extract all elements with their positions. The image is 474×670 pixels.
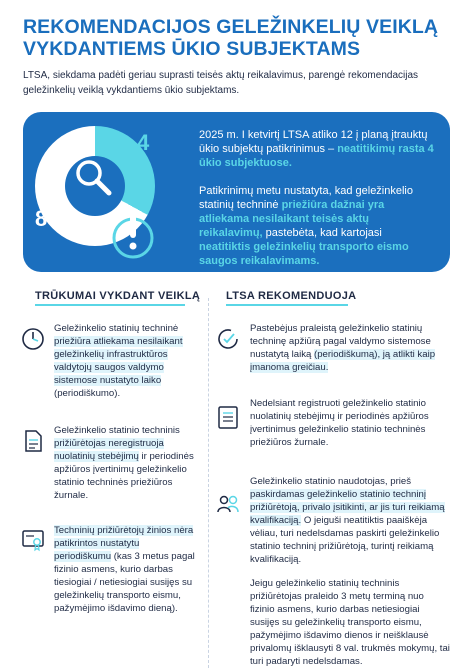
left-item-1-text-a: Geležinkelio statinių techninė <box>54 323 179 334</box>
stats-p2-text-b: pastebėta, kad kartojasi <box>262 227 382 239</box>
right-item-3-text-b: O jeiguši neatitiktis paaiškėja vėliau, turi nedelsdamas paskirti geležinkelio statinio techninį prižiūrėtoją, turintį reikiamą kvalifikaciją. <box>250 515 440 565</box>
stats-p1-text: 2025 m. I ketvirtį LTSA atliko 12 į planą įtrauktų ūkio subjektų patikrinimus – <box>199 129 428 155</box>
right-item-4-text: Jeigu geležinkelio statinių techninis prižiūrėtojas praleido 3 metų terminą nuo fizinio asmens, kurio darbas netiesiogiai susijęs su geležinkelių transporto eismu, pažymėjimo išdavimo dienos ir neišklausė privalomų išklausyti 8 val. trukmės mokymų, tai turi padaryti nedelsdamas. <box>250 578 450 667</box>
right-item-3 <box>250 475 450 566</box>
left-item-1 <box>54 322 196 400</box>
certificate-icon <box>20 527 46 553</box>
warning-exclamation-icon <box>111 208 155 260</box>
right-item-3-text-a: Geležinkelio statinio naudotojas, prieš <box>250 476 412 487</box>
right-item-3-highlight: paskirdamas geležinkelio statinio techninį prižiūrėtoją, privalo įsitikinti, ar jis turi reikiamą kvalifikaciją. <box>250 489 445 526</box>
stats-p2-highlight-2: neatitiktis geležinkelių transporto eismo saugos reikalavimams. <box>199 241 409 267</box>
right-item-1-text-a: Pastebėjus praleistą geležinkelio statinių techninę apžiūrą pagal valdymo sistemose nustatytą laiką <box>250 323 431 360</box>
right-item-2 <box>250 397 450 449</box>
stats-p1-highlight: neatitikimų rasta 4 ūkio subjektuose. <box>199 143 434 169</box>
highlight-count: 4 <box>137 130 150 155</box>
stats-paragraph-1 <box>199 128 435 170</box>
left-title-underline <box>35 304 185 306</box>
left-column-title: TRŪKUMAI VYKDANT VEIKLĄ <box>35 290 201 302</box>
right-title-underline <box>226 304 348 306</box>
right-item-4 <box>250 577 450 668</box>
total-count: 8 <box>35 206 48 231</box>
checklist-icon <box>215 404 241 430</box>
right-column-title: LTSA REKOMENDUOJA <box>226 290 357 302</box>
document-icon <box>20 428 46 454</box>
clock-check-icon <box>215 326 241 352</box>
stats-paragraph-2 <box>199 184 435 268</box>
right-item-1-highlight: (periodiškumą), ją atlikti kaip įmanoma greičiau. <box>250 349 436 373</box>
page-title <box>23 16 453 60</box>
left-item-2-text-b: ir periodinės apžiūros įvertinimų geležinkelio statinio techninės priežiūros žurnale. <box>54 451 194 501</box>
left-item-3-text-b: (kas 3 metus pagal fizinio asmens, kurio darbas tiesiogiai / netiesiogiai susijęs su geležinkelių transporto eismu, pažymėjimo išdavimo dieną). <box>54 551 195 614</box>
intro-text: LTSA, siekdama padėti geriau suprasti teisės aktų reikalavimus, parengė rekomendacijas geležinkelių veiklą vykdantiems ūkio subjektams. <box>23 70 419 96</box>
title-line-2: VYKDANTIEMS ŪKIO SUBJEKTAMS <box>23 38 361 60</box>
left-item-1-highlight: priežiūra atliekama nesilaikant geležinkelių infrastruktūros valdytojų saugos valdymo sistemose nustatyto laiko <box>54 336 183 386</box>
clock-icon <box>20 326 46 352</box>
statistics-panel <box>23 112 450 272</box>
stats-p2-text-a: Patikrinimų metu nustatyta, kad geležinkelio statinių techninė <box>199 185 413 211</box>
stats-p2-highlight-1: priežiūra dažnai yra atliekama nesilaikant teisės aktų reikalavimų, <box>199 199 385 239</box>
people-icon <box>215 491 241 517</box>
right-item-2-text: Nedelsiant registruoti geležinkelio statinio nuolatinių stebėjimų ir periodinės apžiūros įvertinimus geležinkelio statinio techninės priežiūros žurnale. <box>250 398 429 448</box>
right-item-1 <box>250 322 450 374</box>
title-line-1: REKOMENDACIJOS GELEŽINKELIŲ VEIKLĄ <box>23 16 439 38</box>
left-item-3-highlight: Techninių prižiūrėtojų žinios nėra patikrintos nustatytu periodiškumu <box>54 525 194 562</box>
column-divider <box>208 298 209 668</box>
left-item-2 <box>54 424 196 502</box>
left-item-1-text-b: (periodiškumo). <box>54 388 121 399</box>
left-item-3 <box>54 524 196 615</box>
left-item-2-highlight: prižiūrėtojas neregistruoja nuolatinių stebėjimų <box>54 438 164 462</box>
magnifier-icon <box>73 157 113 197</box>
left-item-2-text-a: Geležinkelio statinio techninis <box>54 425 180 436</box>
